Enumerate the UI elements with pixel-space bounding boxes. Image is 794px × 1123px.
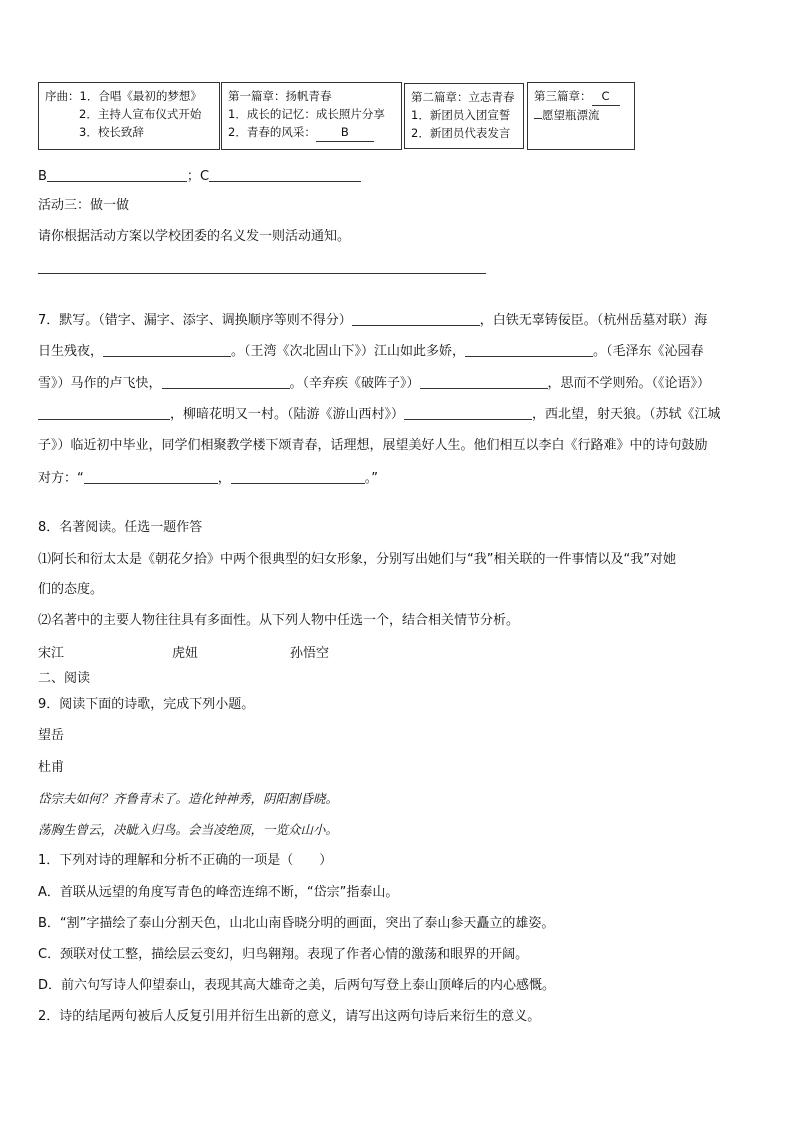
prelude-item: 3．校长致辞 (79, 125, 144, 139)
q7-blank[interactable] (162, 374, 290, 389)
q7-blank[interactable] (103, 342, 231, 357)
q7-text: ， (217, 471, 231, 486)
q7-text: 。（毛泽东《沁园春 (593, 344, 704, 359)
answer-c-label: C (199, 169, 210, 184)
answer-line (38, 167, 361, 186)
chapter1-item: 2．青春的风采： (228, 125, 316, 139)
q8-part2: ⑵名著中的主要人物往往具有多面性。从下列人物中任选一个，结合相关情节分析。 (38, 613, 520, 628)
q8-part1-line2: 们的态度。 (38, 582, 104, 597)
q7-blank[interactable] (420, 374, 548, 389)
activity3-instruction: 请你根据活动方案以学校团委的名义发一则活动通知。 (38, 229, 351, 244)
q7-line-2 (38, 342, 704, 361)
q7-line-3 (38, 374, 710, 393)
q7-blank[interactable] (38, 405, 170, 420)
q8-character: 虎妞 (172, 646, 199, 661)
option-c[interactable]: C．颈联对仗工整，描绘层云变幻，归鸟翱翔。表现了作者心情的激荡和眼界的开阔。 (38, 947, 529, 962)
answer-b-label: B (38, 169, 47, 184)
q7-text: ，思而不学则殆。（《论语》） (547, 376, 711, 391)
prelude-item: 1．合唱《最初的梦想》 (79, 89, 202, 103)
q7-text: ，西北望，射天狼。（苏轼《江城 (532, 407, 721, 422)
q9-sub2: 2．诗的结尾两句被后人反复引用并衍生出新的意义，请写出这两句诗后来衍生的意义。 (38, 1009, 541, 1024)
q7-blank[interactable] (404, 405, 532, 420)
chapter3-item: 愿望瓶漂流 (542, 108, 600, 122)
q7-line-4 (38, 405, 721, 424)
q9-title: 9．阅读下面的诗歌，完成下列小题。 (38, 697, 255, 712)
option-b[interactable]: B．“割”字描绘了泰山分割天色，山北山南昏晓分明的画面，突出了泰山参天矗立的雄姿。 (38, 916, 555, 931)
q7-blank[interactable] (84, 469, 218, 484)
q7-text: 7．默写。（错字、漏字、添字、调换顺序等则不得分） (38, 313, 352, 328)
q7-line-6 (38, 469, 378, 488)
q7-text: 。（王湾《次北固山下》）江山如此多娇， (231, 344, 466, 359)
q7-blank[interactable] (465, 342, 593, 357)
poem-line: 岱宗夫如何？齐鲁青未了。造化钟神秀，阴阳割昏晓。 (38, 791, 339, 806)
poem-title: 望岳 (38, 728, 65, 743)
prelude-label: 序曲： (45, 89, 80, 103)
chapter1-box (221, 82, 402, 150)
blank-b-marker: B (316, 123, 374, 142)
chapter1-item: 1．成长的记忆：成长照片分享 (228, 107, 385, 121)
chapter3-box (527, 82, 635, 150)
blank-c-marker: C (592, 87, 620, 106)
q7-text: 。（辛弃疾《破阵子》） (289, 376, 420, 391)
notice-answer-line[interactable] (38, 273, 486, 274)
q7-text: ，白铁无辜铸佞臣。（杭州岳墓对联）海 (479, 313, 708, 328)
chapter2-item: 2．新团员代表发言 (411, 126, 511, 140)
chapter1-title: 第一篇章：扬帆青春 (228, 89, 332, 103)
q7-line-5: 子》）临近初中毕业，同学们相聚教学楼下颂青春，话理想，展望美好人生。他们相互以李白《行路难》中的诗句鼓励 (38, 438, 708, 453)
chapter2-box (404, 83, 524, 149)
activity3-title: 活动三：做一做 (38, 198, 130, 213)
q7-text: ，柳暗花明又一村。（陆游《游山西村》） (170, 407, 405, 422)
q7-blank[interactable] (231, 469, 365, 484)
poem-line: 荡胸生曾云，决眦入归鸟。会当凌绝顶，一览众山小。 (38, 822, 339, 837)
answer-b-blank[interactable] (47, 167, 187, 182)
chapter3-title: 第三篇章： (534, 89, 592, 103)
chapter2-title: 第二篇章：立志青春 (411, 90, 515, 104)
q9-sub1: 1．下列对诗的理解和分析不正确的一项是（ ） (38, 853, 333, 868)
chapter2-item: 1．新团员入团宣誓 (411, 108, 511, 122)
section-2-heading: 二、阅读 (38, 671, 91, 686)
answer-sep: ； (186, 169, 200, 184)
q7-text: 日生残夜， (38, 344, 104, 359)
q7-text: 对方：“ (38, 471, 84, 486)
q8-character: 孙悟空 (290, 646, 330, 661)
q8-title: 8．名著阅读。任选一题作答 (38, 520, 203, 535)
q8-part1-line1: ⑴阿长和衍太太是《朝花夕拾》中两个很典型的妇女形象，分别写出她们与“我”相关联的一件事情以及“我”对她 (38, 552, 676, 567)
prelude-item: 2．主持人宣布仪式开始 (79, 107, 202, 121)
q7-text: 。” (364, 471, 379, 486)
answer-c-blank[interactable] (209, 167, 361, 182)
q7-blank[interactable] (352, 311, 480, 326)
prelude-box (38, 82, 220, 150)
option-a[interactable]: A．首联从远望的角度写青色的峰峦连绵不断，“岱宗”指泰山。 (38, 885, 399, 900)
poem-author: 杜甫 (38, 760, 65, 775)
q7-text: 雪》）马作的卢飞快， (38, 376, 162, 391)
q8-character: 宋江 (38, 646, 65, 661)
option-d[interactable]: D．前六句写诗人仰望泰山，表现其高大雄奇之美，后两句写登上泰山顶峰后的内心感慨。 (38, 978, 556, 993)
q7-line-1 (38, 311, 707, 330)
